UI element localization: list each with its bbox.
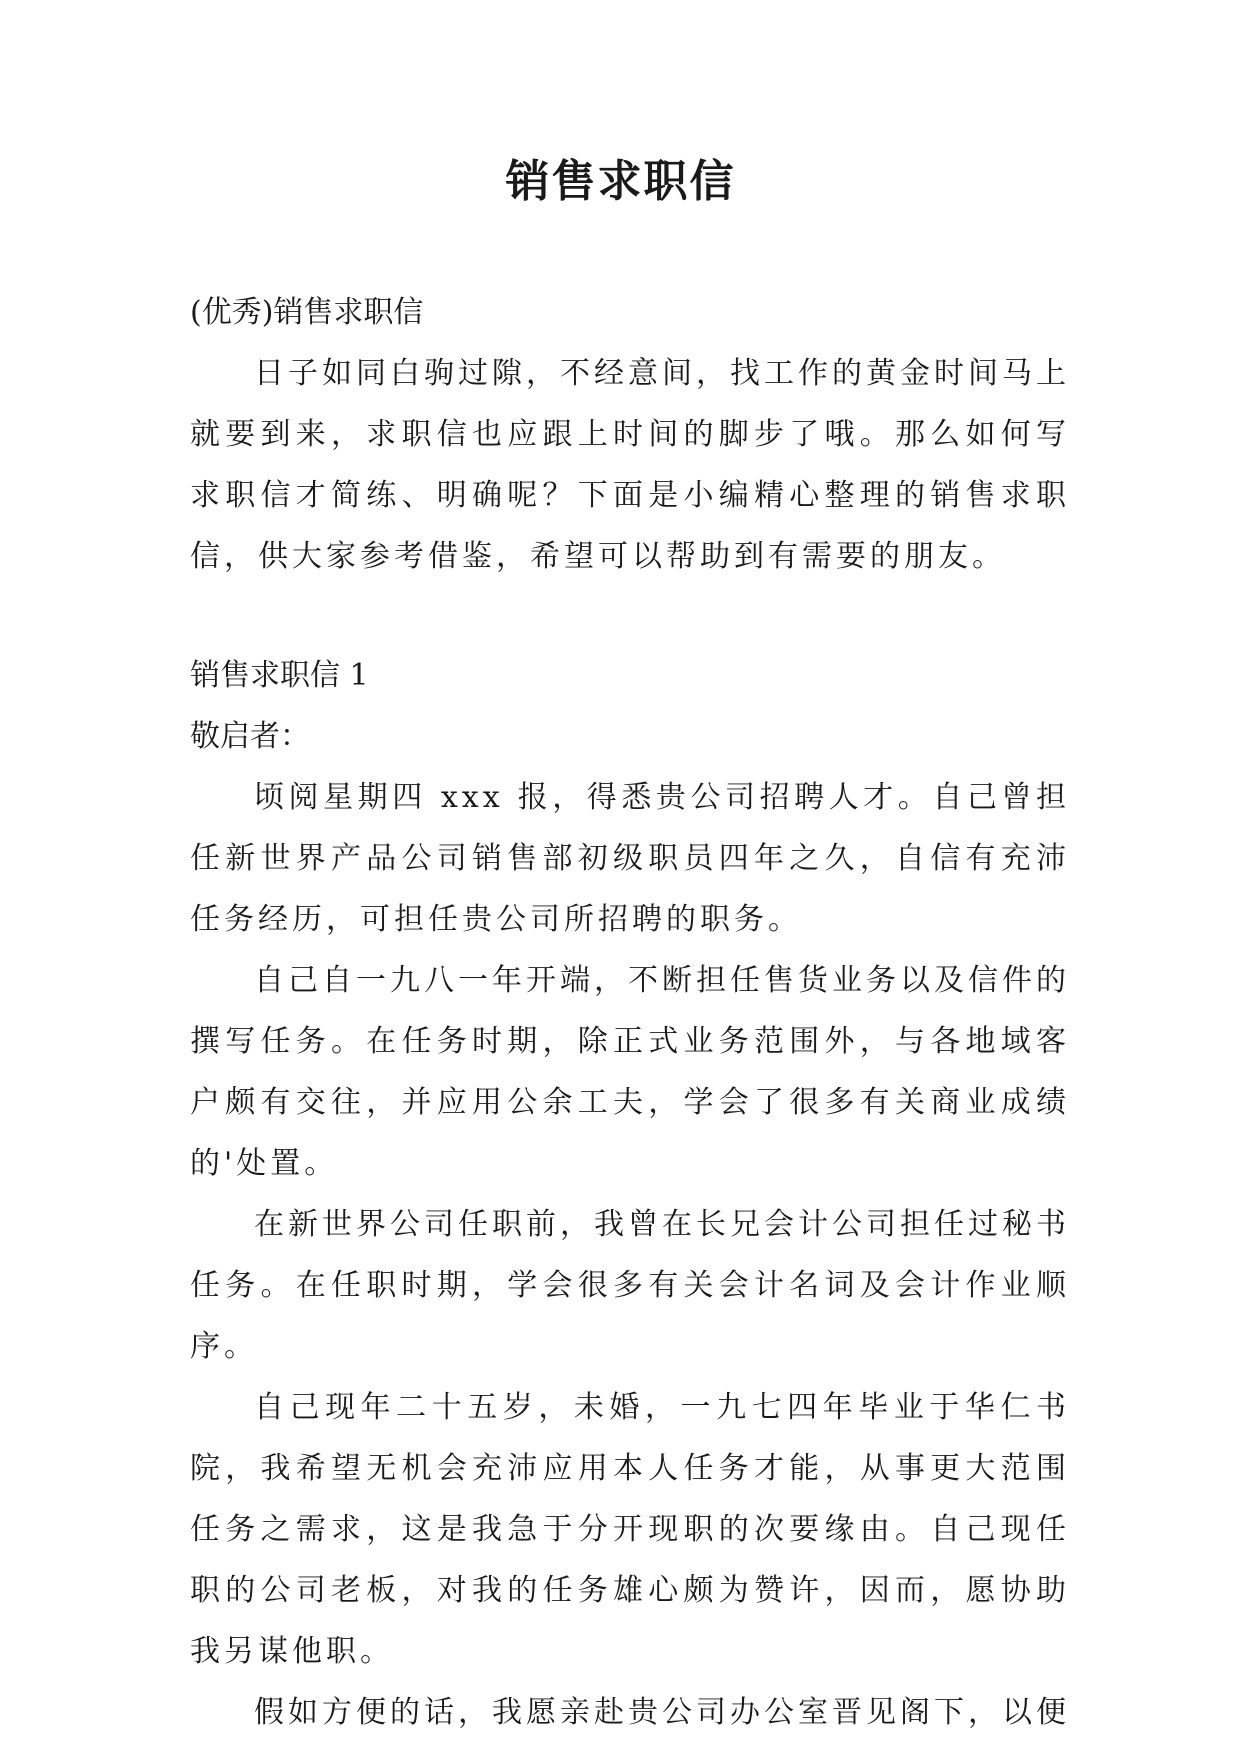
salutation: 敬启者： — [190, 719, 310, 754]
section-heading: 销售求职信 1 — [190, 658, 369, 693]
letter-paragraph: 自己自一九八一年开端，不断担任售货业务以及信件的撰写任务。在任务时期，除正式业务范围外，与各地域客户颇有交往，并应用公余工夫，学会了很多有关商业成绩的'处置。 — [190, 963, 1070, 1181]
letter-paragraph: 顷阅星期四 xxx 报，得悉贵公司招聘人才。自己曾担任新世界产品公司销售部初级职员四年之久，自信有充沛任务经历，可担任贵公司所招聘的职务。 — [190, 780, 1070, 937]
letter-paragraph: 自己现年二十五岁，未婚，一九七四年毕业于华仁书院，我希望无机会充沛应用本人任务才能，从事更大范围任务之需求，这是我急于分开现职的次要缘由。自己现任职的公司老板，对我的任务雄心颇为赞许，因而，愿协助我另谋他职。 — [190, 1390, 1070, 1669]
section-spacer — [190, 587, 1070, 645]
letter-paragraph: 假如方便的话，我愿亲赴贵公司办公室晋见阁下，以便 — [254, 1695, 1070, 1730]
document-body — [190, 282, 1070, 1743]
document-title: 销售求职信 — [505, 156, 736, 207]
intro-paragraph: 日子如同白驹过隙，不经意间，找工作的黄金时间马上就要到来，求职信也应跟上时间的脚步了哦。那么如何写求职信才简练、明确呢？下面是小编精心整理的销售求职信，供大家参考借鉴，希望可以帮助到有需要的朋友。 — [190, 356, 1070, 574]
letter-paragraph: 在新世界公司任职前，我曾在长兄会计公司担任过秘书任务。在任职时期，学会很多有关会计名词及会计作业顺序。 — [190, 1207, 1070, 1364]
document-subtitle: (优秀)销售求职信 — [190, 295, 424, 330]
